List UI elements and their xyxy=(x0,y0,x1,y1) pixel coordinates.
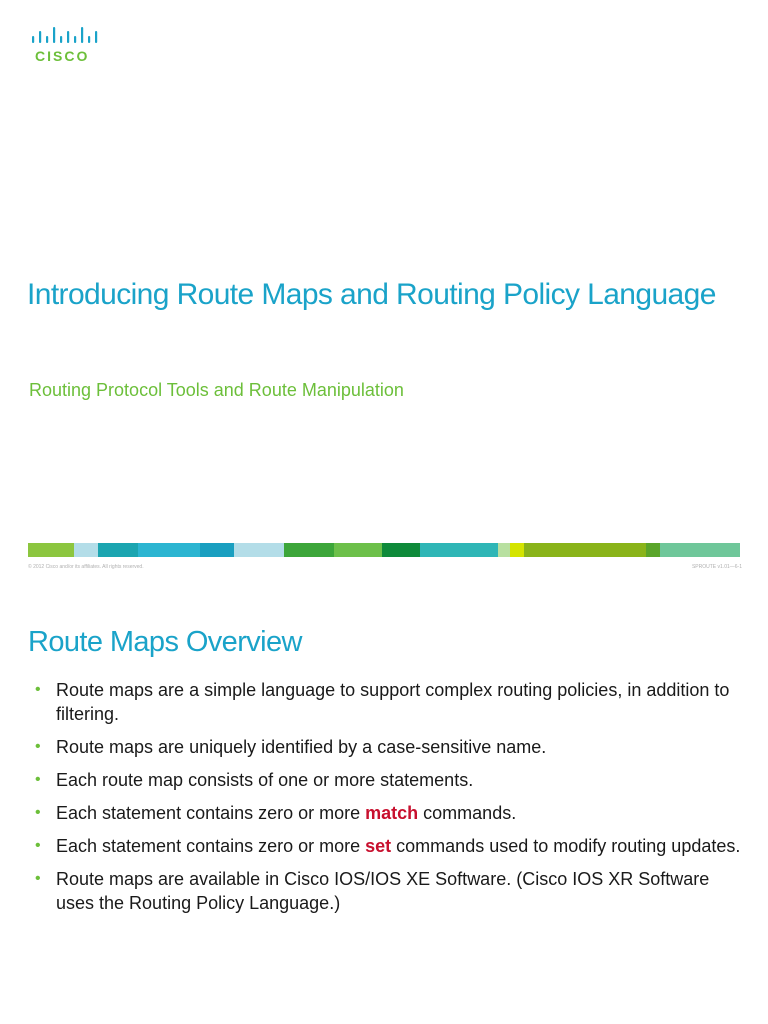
keyword-set: set xyxy=(365,836,392,856)
color-bar-segment xyxy=(138,543,200,557)
bullet-item: • Each route map consists of one or more statements. xyxy=(56,768,746,792)
color-bar-segment xyxy=(98,543,138,557)
color-bar-segment xyxy=(200,543,234,557)
bullet-text: Each statement contains zero or more xyxy=(56,803,366,823)
bullet-item: • Route maps are available in Cisco IOS/IOS XE Software. (Cisco IOS XR Software uses the Routing Policy Language.) xyxy=(56,867,746,915)
cisco-logo-wordmark: CISCO xyxy=(35,48,90,64)
keyword-match: match xyxy=(365,803,419,823)
overview-slide xyxy=(0,576,768,1024)
bullet-item: • Route maps are uniquely identified by a case-sensitive name. xyxy=(56,735,746,759)
color-bar-segment xyxy=(28,543,74,557)
bullet-text: Each statement contains zero or more xyxy=(56,836,366,856)
slide-number-footer: SPROUTE v1.01—6-1 xyxy=(691,564,742,570)
color-bar-segment xyxy=(284,543,334,557)
color-bar-segment xyxy=(660,543,740,557)
color-bar-segment xyxy=(498,543,510,557)
color-bar-segment xyxy=(334,543,382,557)
color-bar-segment xyxy=(74,543,98,557)
copyright-footer: © 2012 Cisco and/or its affiliates. All rights reserved. xyxy=(28,564,144,570)
bullet-item xyxy=(56,834,746,858)
color-bar-segment xyxy=(510,543,524,557)
color-bar-segment xyxy=(524,543,646,557)
slide-title: Introducing Route Maps and Routing Policy Language xyxy=(27,278,716,311)
color-bar-segment xyxy=(382,543,420,557)
slide-subtitle: Routing Protocol Tools and Route Manipulation xyxy=(29,380,404,400)
bullet-text: commands. xyxy=(418,803,517,823)
bullet-text: commands used to modify routing updates. xyxy=(391,836,741,856)
color-bar-segment xyxy=(420,543,498,557)
color-bar-segment xyxy=(234,543,284,557)
bullet-item xyxy=(56,801,746,825)
color-bar-segment xyxy=(646,543,660,557)
slide-title: Route Maps Overview xyxy=(28,626,302,658)
decorative-color-bar xyxy=(28,543,740,557)
bullet-list xyxy=(56,678,746,924)
bullet-item: • Route maps are a simple language to support complex routing policies, in addition to filtering. xyxy=(56,678,746,726)
